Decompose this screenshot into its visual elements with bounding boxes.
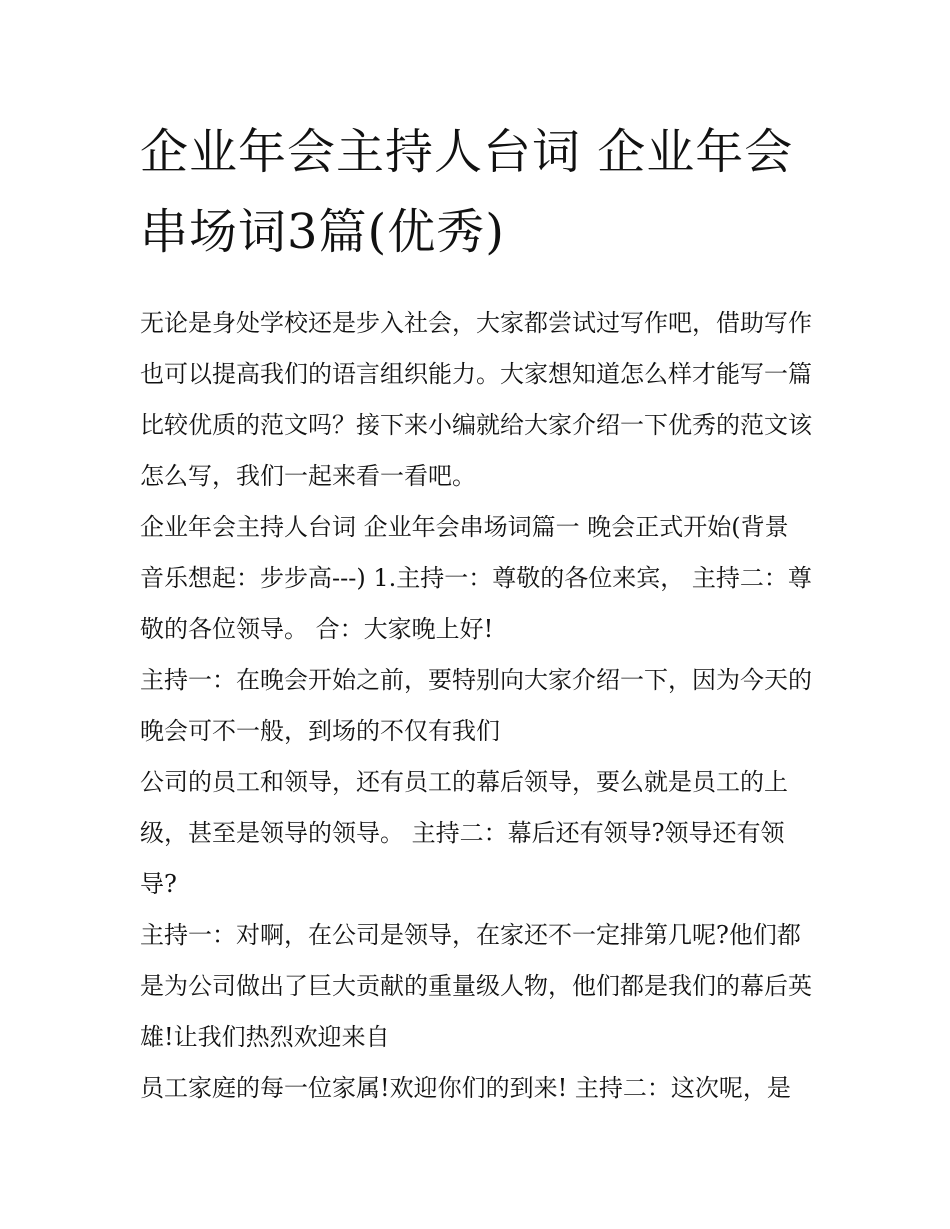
body-paragraph-leaders: 公司的员工和领导，还有员工的幕后领导，要么就是员工的上级，甚至是领导的领导。 主持二：幕后还有领导?领导还有领导?	[140, 768, 788, 898]
body-paragraph-opening: 企业年会主持人台词 企业年会串场词篇一 晚会正式开始(背景音乐想起：步步高---) 1.主持一：尊敬的各位来宾， 主持二：尊敬的各位领导。 合：大家晚上好!	[140, 513, 812, 643]
body-paragraph-family: 员工家庭的每一位家属!欢迎你们的到来! 主持二：这次呢，是	[140, 1074, 791, 1102]
document-title: 企业年会主持人台词 企业年会串场词3篇(优秀)	[140, 124, 794, 260]
body-paragraph-host1-intro: 主持一：在晚会开始之前，要特别向大家介绍一下，因为今天的晚会可不一般，到场的不仅有我们	[140, 666, 812, 745]
body-paragraph-heroes: 主持一：对啊，在公司是领导，在家还不一定排第几呢?他们都是为公司做出了巨大贡献的重量级人物，他们都是我们的幕后英雄!让我们热烈欢迎来自	[140, 921, 812, 1051]
intro-paragraph: 无论是身处学校还是步入社会，大家都尝试过写作吧，借助写作也可以提高我们的语言组织能力。大家想知道怎么样才能写一篇比较优质的范文吗？接下来小编就给大家介绍一下优秀的范文该怎么写，我们一起来看一看吧。	[140, 309, 812, 490]
document-page	[140, 112, 812, 1114]
